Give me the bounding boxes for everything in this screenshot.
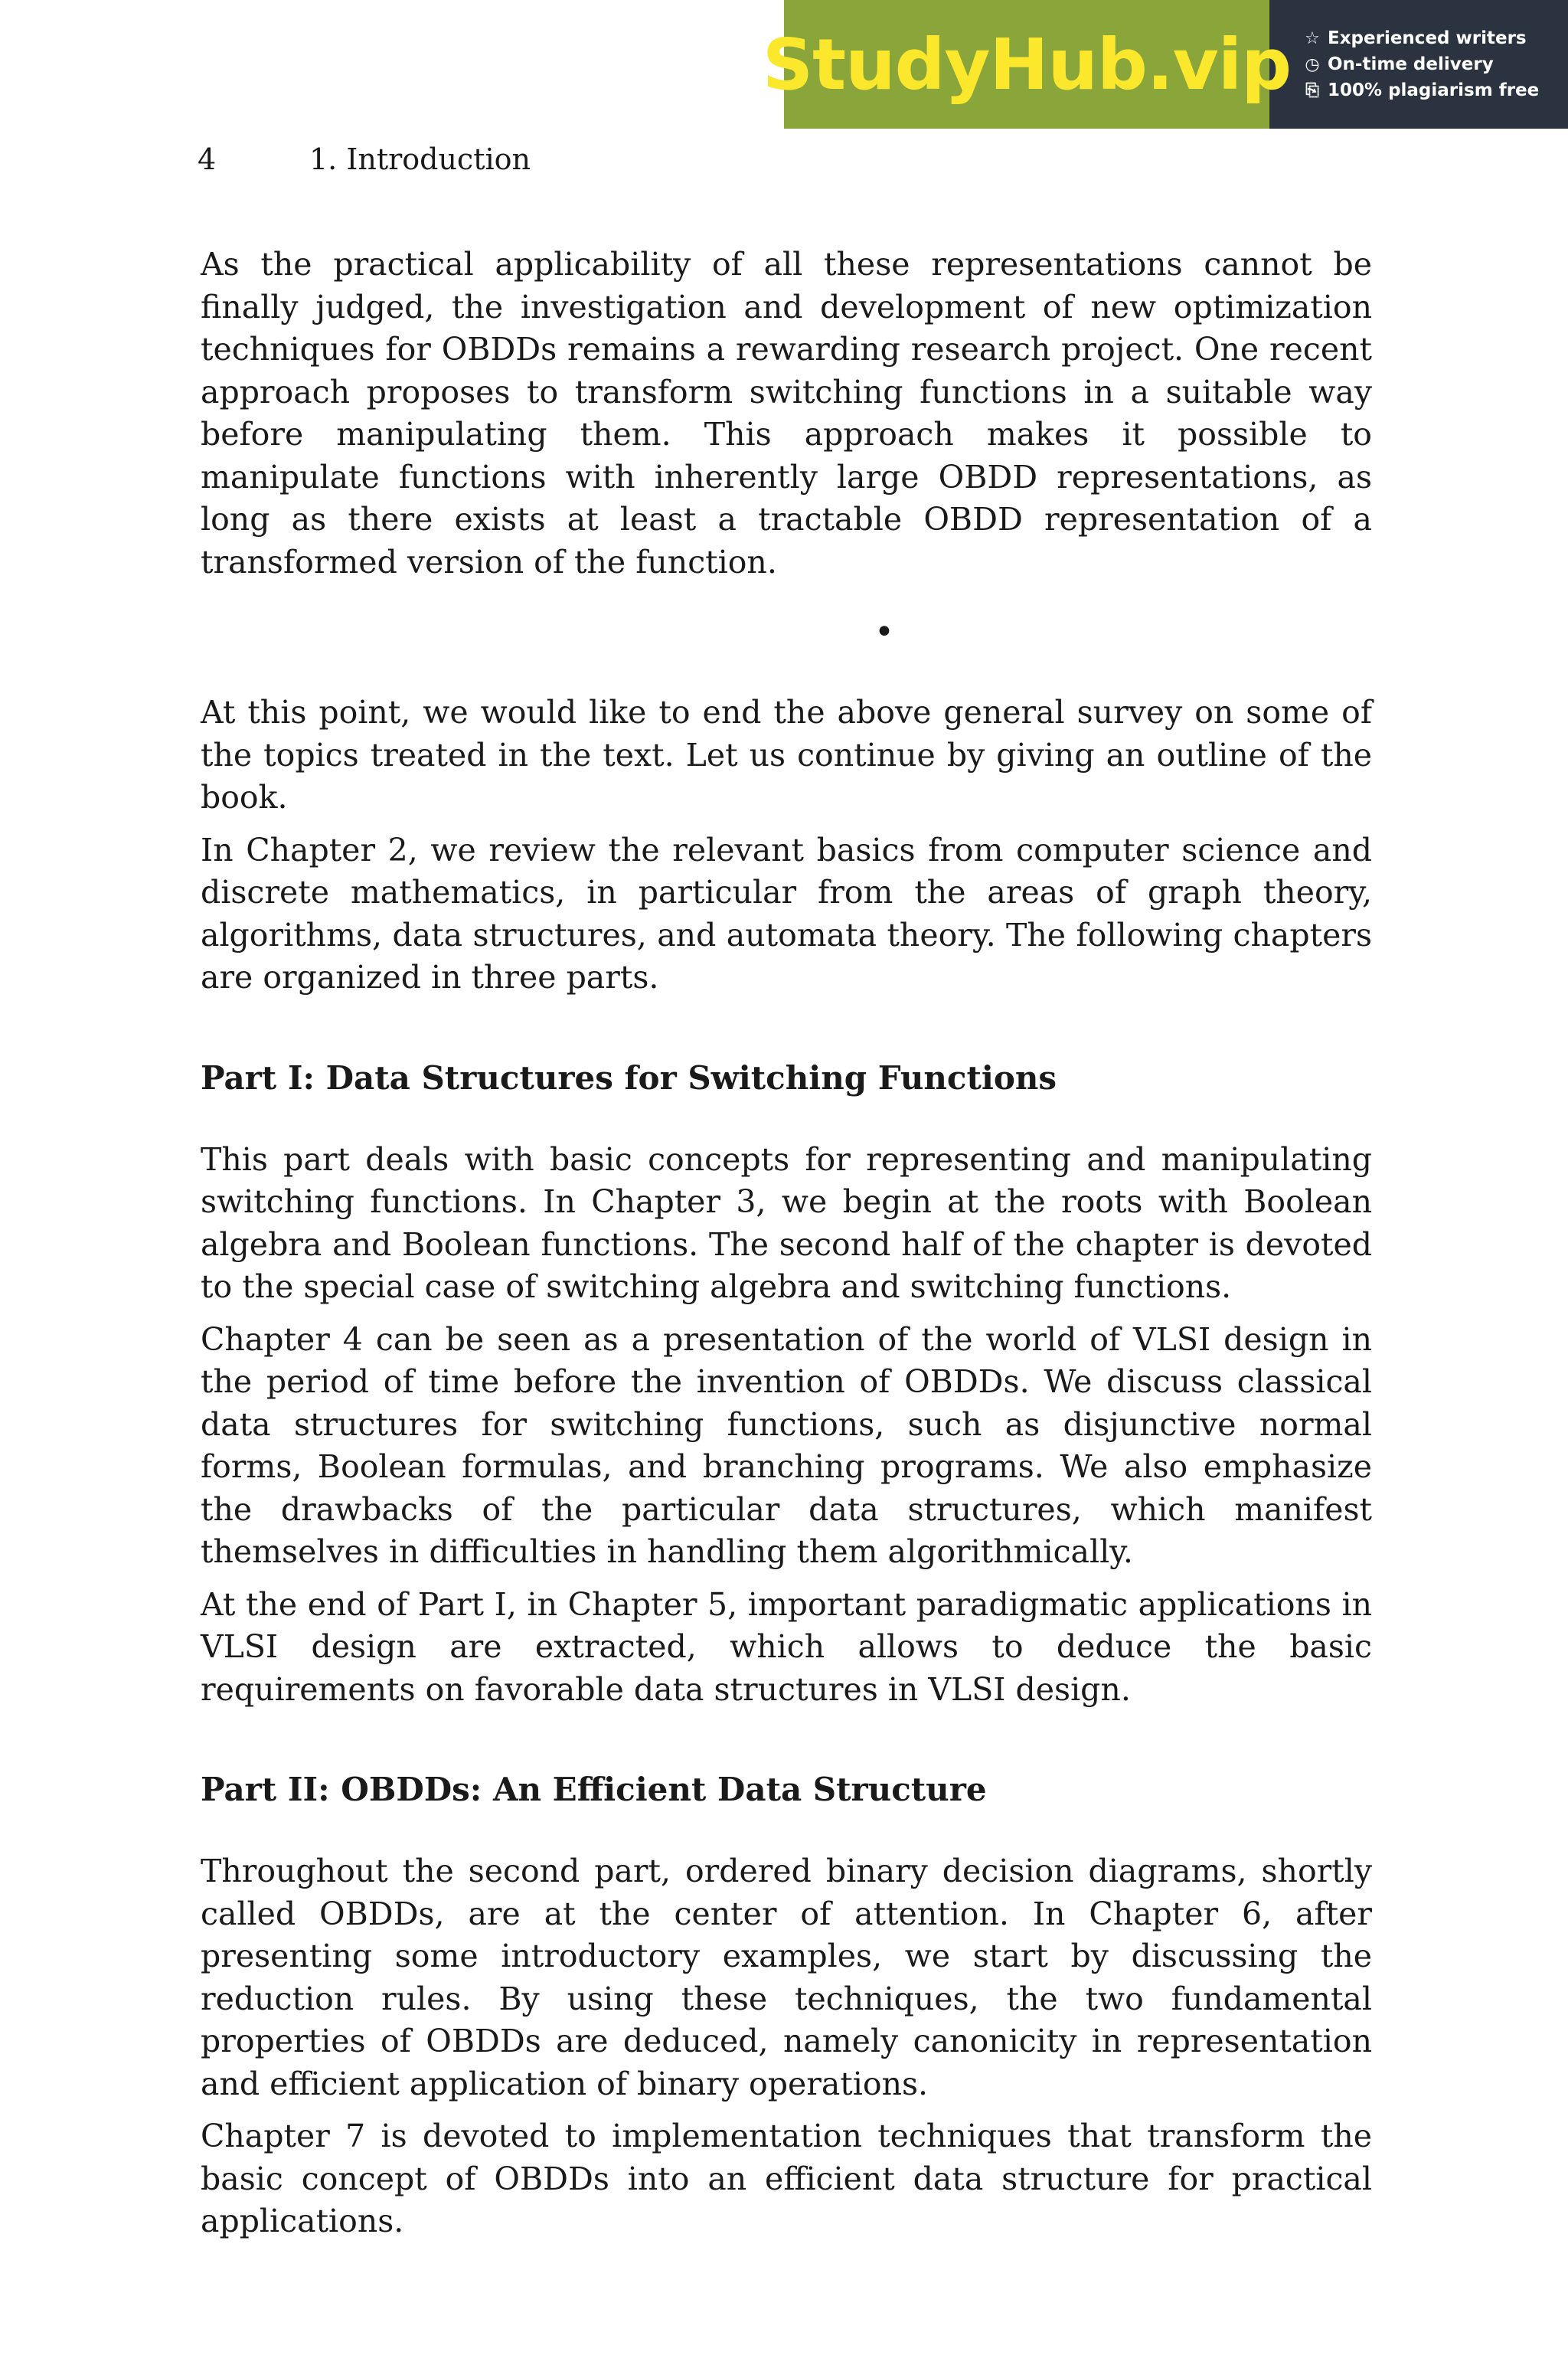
paragraph: Chapter 7 is devoted to implementation techniques that transform the basic concept of OBDDs into an efficient data structure for practical applications.: [201, 2118, 1372, 2239]
running-header: [198, 142, 531, 176]
text-column: [201, 244, 1372, 2253]
clock-icon: ◷: [1305, 54, 1320, 74]
paragraph: Throughout the second part, ordered binary decision diagrams, shortly called OBDDs, are at the center of attention. In Chapter 6, after presenting some introductory examples, we start by discussing the reduction rules. By using these techniques, the two fundamental properties of OBDDs are deduced, namely canonicity in representation and efficient application of binary operations.: [201, 1853, 1372, 2102]
banner-feature-label: 100% plagiarism free: [1328, 80, 1540, 100]
banner-features: [1269, 0, 1568, 129]
paragraph: This part deals with basic concepts for representing and manipulating switching functions. In Chapter 3, we begin at the roots with Boolean algebra and Boolean functions. The second half of the chapter is devoted to the special case of switching algebra and switching functions.: [201, 1140, 1372, 1305]
studyhub-banner[interactable]: [762, 0, 1568, 129]
page-number: 4: [198, 142, 217, 176]
studyhub-logo[interactable]: [762, 0, 1292, 129]
star-outline-icon: ☆: [1305, 28, 1320, 48]
banner-feature-delivery: [1303, 54, 1568, 74]
banner-feature-label: Experienced writers: [1328, 28, 1527, 48]
studyhub-logo-text: StudyHub.vip: [762, 23, 1292, 106]
paragraph: In Chapter 2, we review the relevant basics from computer science and discrete mathematics, in particular from the areas of graph theory, algorithms, data structures, and automata theory. The following chapters are organized in three parts.: [201, 831, 1372, 996]
banner-feature-writers: [1303, 28, 1568, 48]
section-heading-part-2: Part II: OBDDs: An Efficient Data Structure: [201, 1771, 987, 1808]
banner-feature-label: On-time delivery: [1328, 54, 1494, 74]
chapter-title: 1. Introduction: [309, 142, 531, 176]
paragraph: At this point, we would like to end the above general survey on some of the topics treated in the text. Let us continue by giving an outline of the book.: [201, 694, 1372, 816]
separator-dot: •: [874, 613, 894, 652]
document-check-icon: ⎘: [1305, 80, 1319, 100]
paragraph: Chapter 4 can be seen as a presentation of the world of VLSI design in the period of time before the invention of OBDDs. We discuss classical data structures for switching functions, such as disjunctive normal forms, Boolean formulas, and branching programs. We also emphasize the drawbacks of the particular data structures, which manifest themselves in difficulties in handling them algorithmically.: [201, 1320, 1372, 1570]
paragraph: As the practical applicability of all these representations cannot be finally judged, the investigation and development of new optimization techniques for OBDDs remains a rewarding research project. One recent approach proposes to transform switching functions in a suitable way before manipulating them. This approach makes it possible to manipulate functions with inherently large OBDD representations, as long as there exists at least a tractable OBDD representation of a transformed version of the function.: [201, 246, 1372, 581]
banner-feature-plagiarism: [1303, 80, 1568, 100]
paragraph: At the end of Part I, in Chapter 5, important paradigmatic applications in VLSI design are extracted, which allows to deduce the basic requirements on favorable data structures in VLSI design.: [201, 1585, 1372, 1708]
section-heading-part-1: Part I: Data Structures for Switching Functions: [201, 1058, 1057, 1097]
